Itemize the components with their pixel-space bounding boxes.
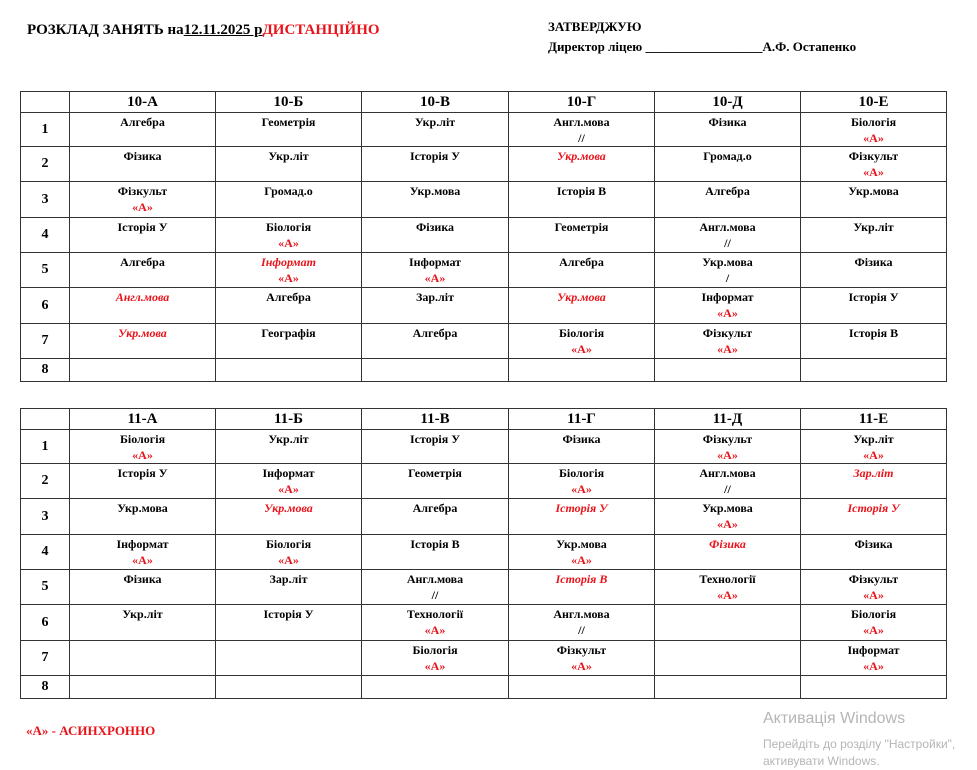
subject-name: Історія У [117,466,168,480]
lesson-row [21,359,947,382]
subject-name: Укр.мова [118,326,167,340]
subject-name: Біологія [119,432,166,446]
subject-name: Укр.мова [702,501,753,515]
lesson-number: 3 [21,182,70,218]
subject-name: Алгебра [412,501,458,515]
lesson-cell [362,253,509,288]
lesson-cell [70,147,216,182]
subject-name: Англ.мова [115,290,170,304]
subject-name: Укр.літ [268,432,309,446]
lesson-cell [70,218,216,253]
class-header: 11-Г [509,409,655,430]
async-mark: «А» [278,271,299,285]
lesson-cell [70,324,216,359]
lesson-row [21,605,947,641]
subject-name: Укр.мова [702,255,753,269]
subject-name: Алгебра [559,255,604,269]
group-split-mark: // [431,588,439,602]
lesson-cell [362,676,509,699]
subject-name: Історія У [117,220,168,234]
lesson-cell [655,147,801,182]
group-split-mark: // [578,623,585,637]
lesson-cell [216,113,362,147]
subject-name: Інформат [116,537,169,551]
async-mark: «А» [424,271,446,285]
lesson-cell [801,113,947,147]
subject-name: Історія В [556,184,607,198]
corner-cell [21,92,70,113]
subject-name: Алгебра [705,184,750,198]
subject-name: Алгебра [120,255,165,269]
lesson-number: 1 [21,113,70,147]
async-mark: «А» [571,482,592,496]
group-split-mark: // [724,482,731,496]
lesson-cell [655,535,801,570]
lesson-cell [655,218,801,253]
lesson-row [21,113,947,147]
subject-name: Фізика [415,220,455,234]
lesson-cell [509,605,655,641]
subject-name: Укр.літ [853,220,894,234]
async-mark: «А» [571,342,592,356]
subject-name: Укр.мова [264,501,313,515]
class-header: 10-В [362,92,509,113]
class-header: 11-Е [801,409,947,430]
lesson-cell [216,464,362,499]
lesson-cell [801,288,947,324]
subject-name: Геометрія [408,466,462,480]
async-mark: «А» [863,623,884,637]
lesson-cell [216,430,362,464]
async-mark: «А» [424,623,446,637]
class-header: 10-А [70,92,216,113]
lesson-row [21,324,947,359]
async-mark: «А» [278,553,299,567]
lesson-number: 5 [21,570,70,605]
subject-name: Технології [406,607,464,621]
class-header: 10-Б [216,92,362,113]
lesson-cell [362,182,509,218]
lesson-cell [509,288,655,324]
lesson-number: 7 [21,324,70,359]
lesson-cell [801,499,947,535]
subject-name: Фізика [854,537,893,551]
distance-mode-label: ДИСТАНЦІЙНО [262,22,380,38]
lesson-cell [655,605,801,641]
lesson-cell [216,182,362,218]
subject-name: Технології [699,572,756,586]
subject-name: Фізкульт [848,149,899,163]
subject-name: Фізика [708,115,747,129]
lesson-cell [509,676,655,699]
watermark-line-2: активувати Windows. [763,754,880,768]
subject-name: Фізика [123,149,162,163]
subject-name: Укр.мова [848,184,899,198]
async-mark: «А» [132,448,153,462]
subject-name: Фізкульт [848,572,899,586]
async-mark: «А» [132,553,153,567]
class-header: 11-Б [216,409,362,430]
subject-name: Фізика [123,572,162,586]
lesson-row [21,535,947,570]
async-mark: «А» [278,482,299,496]
lesson-cell [216,147,362,182]
lesson-row [21,464,947,499]
header-row [21,92,947,113]
lesson-cell [509,147,655,182]
approval-block [548,17,856,57]
lesson-cell [216,641,362,676]
lesson-cell [801,359,947,382]
corner-cell [21,409,70,430]
lesson-cell [655,499,801,535]
subject-name: Фізкульт [117,184,168,198]
lesson-cell [655,359,801,382]
subject-name: Біологія [265,537,312,551]
lesson-cell [509,641,655,676]
lesson-cell [509,464,655,499]
lesson-cell [216,359,362,382]
schedule-table-11 [20,408,947,699]
lesson-number: 6 [21,605,70,641]
subject-name: Біологія [412,643,458,657]
subject-name: Історія В [848,326,899,340]
subject-name: Укр.мова [557,290,606,304]
subject-name: Алгебра [412,326,458,340]
subject-name: Англ.мова [699,466,756,480]
async-mark: «А» [717,448,738,462]
lesson-cell [216,288,362,324]
subject-name: Англ.мова [553,607,610,621]
legend-async: «А» - АСИНХРОННО [26,723,156,738]
lesson-cell [801,641,947,676]
lesson-cell [801,464,947,499]
lesson-number: 3 [21,499,70,535]
lesson-cell [362,605,509,641]
schedule-title [27,22,380,39]
subject-name: Зар.літ [853,466,894,480]
subject-name: Інформат [262,466,315,480]
group-split-mark: / [725,271,730,285]
subject-name: Громад.о [703,149,752,163]
lesson-number: 5 [21,253,70,288]
class-header: 10-Е [801,92,947,113]
subject-name: Геометрія [554,220,609,234]
lesson-number: 2 [21,147,70,182]
lesson-cell [801,182,947,218]
lesson-cell [216,535,362,570]
subject-name: Фізкульт [556,643,607,657]
lesson-cell [362,113,509,147]
lesson-row [21,570,947,605]
watermark-title: Активація Windows [763,710,906,727]
lesson-cell [655,324,801,359]
lesson-cell [362,430,509,464]
subject-name: Укр.мова [556,537,607,551]
async-mark: «А» [278,236,299,250]
lesson-cell [70,499,216,535]
lesson-cell [801,570,947,605]
subject-name: Фізика [562,432,601,446]
subject-name: Історія У [263,607,314,621]
lesson-row [21,253,947,288]
subject-name: Фізкульт [702,326,753,340]
subject-name: Біологія [850,115,897,129]
windows-activation-watermark [763,709,955,770]
lesson-cell [509,535,655,570]
async-mark: «А» [863,588,884,602]
lesson-number: 8 [21,359,70,382]
lesson-cell [70,182,216,218]
lesson-cell [362,218,509,253]
lesson-cell [655,182,801,218]
lesson-row [21,499,947,535]
subject-name: Геометрія [261,115,316,129]
lesson-cell [362,570,509,605]
subject-name: Укр.мова [117,501,168,515]
lesson-cell [70,113,216,147]
async-mark: «А» [863,131,884,145]
lesson-cell [801,605,947,641]
lesson-cell [70,570,216,605]
schedule-date: 12.11.2025 р [183,22,263,38]
lesson-cell [801,535,947,570]
lesson-row [21,430,947,464]
lesson-cell [655,641,801,676]
group-split-mark: // [724,236,731,250]
lesson-cell [801,218,947,253]
lesson-cell [509,324,655,359]
lesson-cell [655,430,801,464]
subject-name: Зар.літ [416,290,454,304]
lesson-cell [70,464,216,499]
lesson-row [21,218,947,253]
approve-label: ЗАТВЕРДЖУЮ [548,19,642,34]
async-mark: «А» [424,659,446,673]
lesson-number: 1 [21,430,70,464]
lesson-cell [801,147,947,182]
lesson-cell [655,253,801,288]
subject-name: Укр.мова [557,149,606,163]
subject-name: Історія У [848,290,899,304]
lesson-cell [70,430,216,464]
subject-name: Укр.літ [268,149,309,163]
lesson-cell [362,641,509,676]
subject-name: Географія [261,326,316,340]
async-mark: «А» [717,588,738,602]
lesson-cell [655,676,801,699]
lesson-number: 8 [21,676,70,699]
lesson-cell [509,359,655,382]
lesson-cell [70,253,216,288]
lesson-number: 7 [21,641,70,676]
lesson-cell [216,218,362,253]
lesson-cell [216,499,362,535]
class-header: 11-А [70,409,216,430]
subject-name: Історія В [410,537,460,551]
subject-name: Укр.літ [853,432,894,446]
lesson-cell [655,570,801,605]
subject-name: Інформат [701,290,754,304]
subject-name: Інформат [408,255,462,269]
lesson-cell [801,324,947,359]
lesson-cell [362,359,509,382]
subject-name: Англ.мова [406,572,464,586]
subject-name: Зар.літ [269,572,308,586]
watermark-line-1: Перейдіть до розділу "Настройки", [763,737,956,751]
async-mark: «А» [717,517,738,531]
lesson-cell [362,535,509,570]
lesson-cell [216,253,362,288]
lesson-number: 2 [21,464,70,499]
header-row [21,409,947,430]
lesson-cell [362,499,509,535]
title-prefix: РОЗКЛАД ЗАНЯТЬ на [27,22,184,38]
subject-name: Алгебра [266,290,311,304]
lesson-cell [509,253,655,288]
lesson-cell [801,253,947,288]
subject-name: Громад.о [264,184,313,198]
lesson-cell [801,430,947,464]
subject-name: Історія В [555,572,608,586]
class-header: 10-Д [655,92,801,113]
class-header: 10-Г [509,92,655,113]
subject-name: Алгебра [120,115,165,129]
async-mark: «А» [863,448,884,462]
lesson-cell [362,464,509,499]
subject-name: Біологія [850,607,897,621]
subject-name: Фізика [854,255,893,269]
subject-name: Історія У [555,501,608,515]
lesson-cell [509,430,655,464]
subject-name: Укр.літ [122,607,163,621]
subject-name: Історія У [409,149,461,163]
async-mark: «А» [571,659,592,673]
lesson-cell [801,676,947,699]
lesson-cell [509,113,655,147]
async-mark: «А» [571,553,592,567]
subject-name: Фізика [709,537,746,551]
lesson-row [21,147,947,182]
subject-name: Біологія [558,466,605,480]
subject-name: Історія У [409,432,461,446]
subject-name: Біологія [558,326,605,340]
async-mark: «А» [717,306,738,320]
lesson-cell [70,605,216,641]
lesson-cell [509,570,655,605]
lesson-row [21,676,947,699]
lesson-cell [509,499,655,535]
lesson-number: 4 [21,535,70,570]
async-mark: «А» [717,342,738,356]
subject-name: Укр.мова [409,184,461,198]
class-header: 11-Д [655,409,801,430]
lesson-cell [70,288,216,324]
lesson-row [21,641,947,676]
async-mark: «А» [863,659,884,673]
lesson-row [21,182,947,218]
lesson-number: 4 [21,218,70,253]
subject-name: Англ.мова [553,115,610,129]
lesson-cell [216,605,362,641]
director-signature-line: Директор ліцею __________________А.Ф. Остапенко [548,39,857,54]
lesson-cell [509,218,655,253]
lesson-cell [655,288,801,324]
lesson-cell [655,464,801,499]
subject-name: Англ.мова [699,220,756,234]
lesson-cell [216,676,362,699]
lesson-cell [362,147,509,182]
async-mark: «А» [132,200,153,214]
lesson-cell [655,113,801,147]
lesson-number: 6 [21,288,70,324]
lesson-cell [216,570,362,605]
lesson-cell [70,359,216,382]
lesson-cell [362,324,509,359]
class-header: 11-В [362,409,509,430]
lesson-cell [70,535,216,570]
async-mark: «А» [863,165,884,179]
subject-name: Біологія [265,220,312,234]
subject-name: Укр.літ [414,115,456,129]
lesson-cell [216,324,362,359]
subject-name: Інформат [847,643,900,657]
lesson-cell [70,676,216,699]
lesson-cell [362,288,509,324]
lesson-cell [509,182,655,218]
lesson-row [21,288,947,324]
lesson-cell [70,641,216,676]
subject-name: Історія У [847,501,900,515]
schedule-table-10 [20,91,947,382]
subject-name: Фізкульт [702,432,753,446]
group-split-mark: // [578,131,585,145]
subject-name: Інформат [261,255,316,269]
